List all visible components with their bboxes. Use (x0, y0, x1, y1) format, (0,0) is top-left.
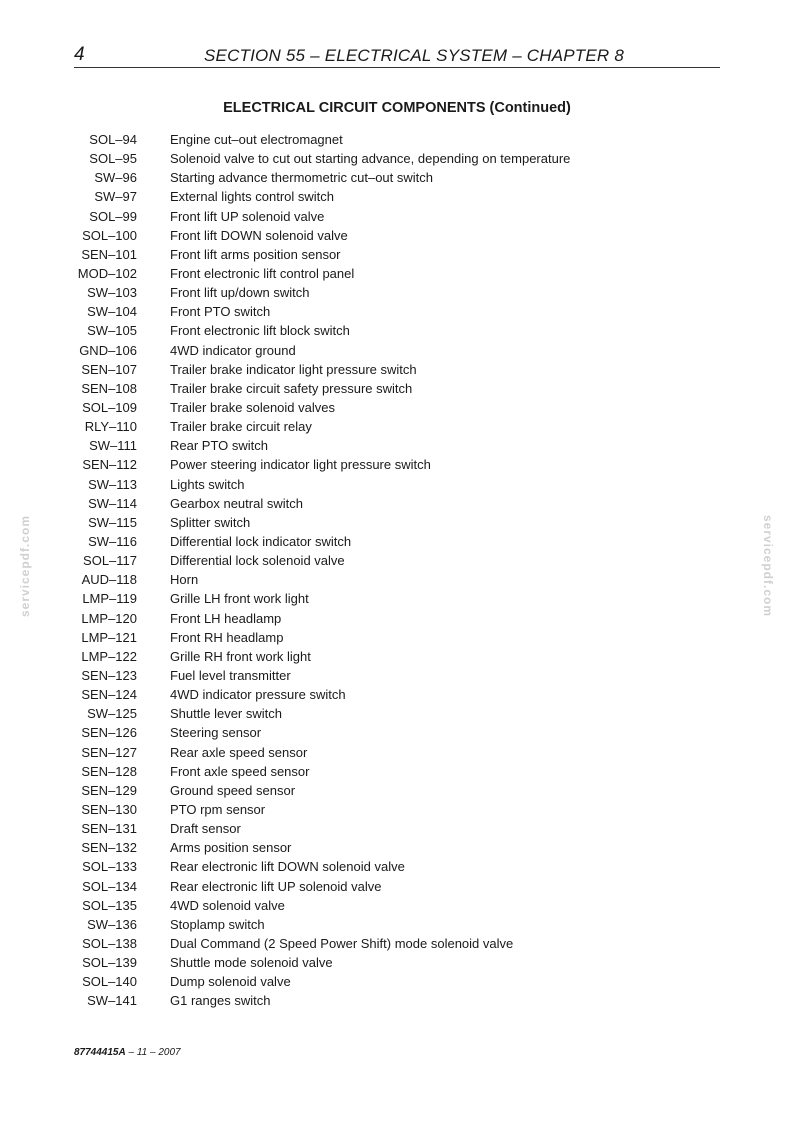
component-code: SOL–140 (82, 974, 137, 990)
component-description: Front lift arms position sensor (170, 246, 341, 262)
component-code: SEN–132 (81, 840, 137, 856)
component-row (60, 838, 760, 857)
component-row (60, 666, 760, 685)
component-code: SOL–133 (82, 859, 137, 875)
component-code: SW–103 (87, 285, 137, 301)
section-title: SECTION 55 – ELECTRICAL SYSTEM – CHAPTER 8 (204, 46, 624, 65)
component-description: 4WD solenoid valve (170, 897, 285, 913)
component-description: Front lift UP solenoid valve (170, 208, 325, 224)
component-row (60, 417, 760, 436)
component-description: Rear axle speed sensor (170, 744, 308, 760)
component-description: Horn (170, 572, 199, 588)
component-code: SW–141 (87, 993, 137, 1009)
page-header (74, 44, 720, 68)
component-row (60, 589, 760, 608)
component-row (60, 149, 760, 168)
component-row (60, 130, 760, 149)
component-row (60, 609, 760, 628)
components-list (60, 130, 760, 1010)
component-row (60, 704, 760, 723)
component-description: Solenoid valve to cut out starting advance, depending on temperature (170, 151, 571, 167)
component-description: Trailer brake solenoid valves (170, 400, 335, 416)
component-row (60, 226, 760, 245)
component-row (60, 455, 760, 474)
header-divider (74, 67, 720, 68)
component-description: G1 ranges switch (170, 993, 271, 1009)
component-row (60, 341, 760, 360)
component-description: Grille RH front work light (170, 648, 311, 664)
component-description: 4WD indicator ground (170, 342, 296, 358)
component-row (60, 685, 760, 704)
component-row (60, 436, 760, 455)
component-code: SEN–123 (81, 668, 137, 683)
component-description: Starting advance thermometric cut–out switch (170, 170, 434, 186)
component-code: SW–115 (88, 514, 137, 530)
component-row (60, 628, 760, 647)
component-code: SOL–134 (82, 878, 137, 894)
component-code: SEN–108 (81, 380, 137, 396)
component-description: Front axle speed sensor (170, 763, 310, 779)
component-description: Rear PTO switch (170, 438, 269, 454)
component-row (60, 953, 760, 972)
component-description: Shuttle mode solenoid valve (170, 955, 333, 971)
doc-date: – 11 – 2007 (125, 1047, 181, 1058)
component-row (60, 819, 760, 838)
component-code: LMP–119 (82, 591, 137, 607)
component-row (60, 245, 760, 264)
component-code: SEN–107 (81, 361, 137, 377)
component-row (60, 972, 760, 991)
component-row (60, 379, 760, 398)
component-description: Power steering indicator light pressure switch (170, 457, 431, 473)
component-code: SEN–126 (81, 725, 137, 741)
component-code: SOL–135 (82, 897, 137, 913)
component-row (60, 187, 760, 206)
component-code: SOL–138 (82, 935, 137, 951)
component-description: Front lift up/down switch (170, 285, 310, 301)
component-code: SEN–124 (81, 687, 137, 703)
component-description: Shuttle lever switch (170, 706, 282, 722)
component-code: SW–125 (87, 706, 137, 722)
component-row (60, 570, 760, 589)
component-code: SOL–94 (89, 132, 137, 148)
component-code: SOL–95 (89, 151, 137, 167)
component-description: Front PTO switch (170, 304, 271, 320)
component-description: Trailer brake circuit safety pressure switch (170, 380, 413, 396)
component-code: SEN–129 (81, 782, 137, 798)
page-number: 4 (74, 44, 85, 65)
component-row (60, 896, 760, 915)
component-row (60, 398, 760, 417)
component-row (60, 475, 760, 494)
component-row (60, 302, 760, 321)
page-subtitle (0, 100, 794, 116)
component-code: SEN–130 (81, 801, 137, 817)
component-code: SOL–139 (82, 955, 137, 971)
component-row (60, 207, 760, 226)
subtitle-text: ELECTRICAL CIRCUIT COMPONENTS (Continued) (223, 100, 571, 116)
component-row (60, 513, 760, 532)
component-row (60, 723, 760, 742)
component-code: SOL–109 (82, 400, 137, 416)
component-description: Fuel level transmitter (170, 668, 291, 683)
component-description: Engine cut–out electromagnet (170, 132, 343, 148)
component-description: Front lift DOWN solenoid valve (170, 227, 348, 243)
component-code: SEN–131 (81, 821, 137, 837)
component-code: SOL–117 (83, 553, 137, 569)
component-code: SW–105 (87, 323, 137, 339)
component-code: SOL–99 (89, 208, 137, 224)
component-description: Differential lock indicator switch (170, 534, 352, 550)
component-row (60, 762, 760, 781)
component-description: Arms position sensor (170, 840, 292, 856)
component-description: Stoplamp switch (170, 916, 265, 932)
component-code: RLY–110 (84, 419, 137, 435)
component-row (60, 494, 760, 513)
component-code: SEN–128 (81, 763, 137, 779)
component-description: Rear electronic lift DOWN solenoid valve (170, 859, 405, 875)
component-description: Trailer brake circuit relay (170, 419, 312, 435)
component-code: GND–106 (79, 342, 137, 358)
component-description: Grille LH front work light (170, 591, 309, 607)
component-description: Rear electronic lift UP solenoid valve (170, 878, 382, 894)
watermark-right: servicepdf.com (761, 514, 775, 618)
component-code: SOL–100 (82, 227, 137, 243)
component-code: SEN–101 (81, 246, 137, 262)
component-row (60, 857, 760, 876)
component-code: SEN–112 (82, 457, 137, 473)
component-code: AUD–118 (81, 572, 137, 588)
component-row (60, 321, 760, 340)
component-row (60, 647, 760, 666)
component-code: SW–116 (88, 534, 137, 550)
component-code: SW–104 (87, 304, 137, 320)
component-row (60, 991, 760, 1010)
component-description: Splitter switch (170, 514, 251, 530)
component-row (60, 743, 760, 762)
component-description: Steering sensor (170, 725, 262, 741)
component-code: SEN–127 (81, 744, 137, 760)
component-row (60, 934, 760, 953)
component-row (60, 532, 760, 551)
component-row (60, 781, 760, 800)
doc-number: 87744415A (74, 1047, 126, 1058)
component-description: Lights switch (170, 476, 245, 492)
component-code: SW–96 (94, 170, 137, 186)
component-description: Front electronic lift block switch (170, 323, 350, 339)
component-description: External lights control switch (170, 189, 335, 205)
component-code: SW–97 (94, 189, 137, 205)
component-row (60, 800, 760, 819)
component-row (60, 876, 760, 895)
component-code: SW–113 (88, 476, 137, 492)
component-code: SW–136 (87, 916, 137, 932)
component-row (60, 551, 760, 570)
component-code: SW–114 (88, 495, 137, 511)
component-row (60, 264, 760, 283)
component-code: LMP–122 (81, 648, 137, 664)
page-footer (74, 1047, 181, 1058)
component-description: Ground speed sensor (170, 782, 296, 798)
component-description: Front RH headlamp (170, 629, 284, 645)
component-description: Dump solenoid valve (170, 974, 291, 990)
component-row (60, 915, 760, 934)
component-row (60, 168, 760, 187)
component-description: Front LH headlamp (170, 610, 282, 626)
component-code: SW–111 (89, 438, 137, 454)
component-description: Draft sensor (170, 821, 241, 837)
component-description: 4WD indicator pressure switch (170, 687, 346, 703)
component-description: PTO rpm sensor (170, 801, 266, 817)
component-description: Gearbox neutral switch (170, 495, 303, 511)
component-code: LMP–121 (81, 629, 137, 645)
watermark-left: servicepdf.com (18, 514, 32, 618)
component-description: Differential lock solenoid valve (170, 553, 345, 569)
component-description: Dual Command (2 Speed Power Shift) mode solenoid valve (170, 935, 514, 951)
component-row (60, 360, 760, 379)
component-description: Trailer brake indicator light pressure switch (170, 361, 417, 377)
component-code: MOD–102 (77, 266, 137, 282)
component-row (60, 283, 760, 302)
component-description: Front electronic lift control panel (170, 266, 355, 282)
component-code: LMP–120 (81, 610, 137, 626)
